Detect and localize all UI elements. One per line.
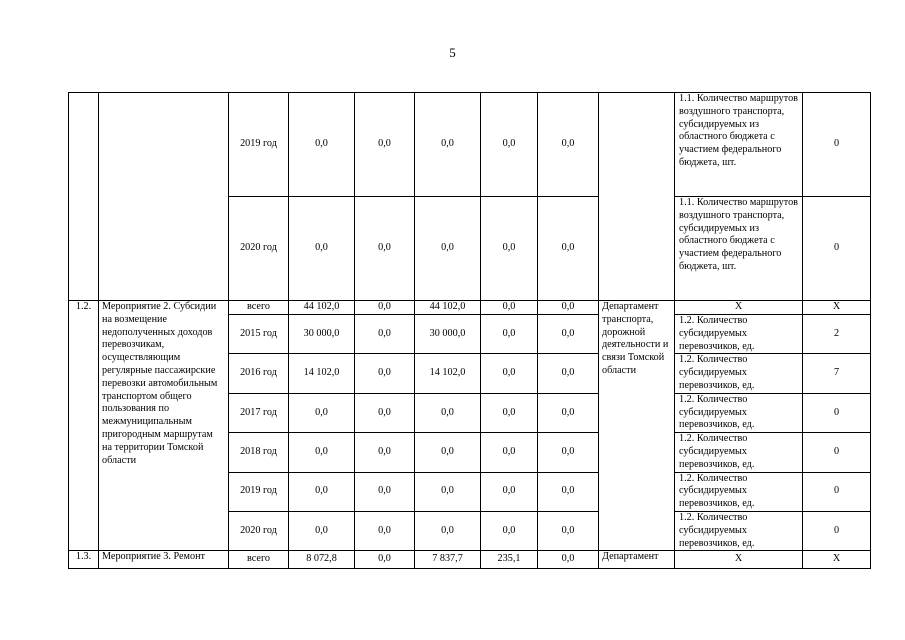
- cell-value: 0,0: [289, 393, 355, 432]
- cell-year: 2020 год: [229, 197, 289, 301]
- cell-year: всего: [229, 551, 289, 569]
- cell-value: 8 072,8: [289, 551, 355, 569]
- cell-year: 2018 год: [229, 433, 289, 472]
- cell-value: 0,0: [538, 301, 599, 315]
- cell-value: 0,0: [415, 472, 481, 511]
- cell-value: 0,0: [481, 433, 538, 472]
- cell-value: 0,0: [355, 511, 415, 550]
- cell-value: 0,0: [289, 197, 355, 301]
- cell-value: 14 102,0: [289, 354, 355, 393]
- cell-indicator: Х: [675, 301, 803, 315]
- cell-value: 0,0: [355, 93, 415, 197]
- cell-indicator: 1.1. Количество маршрутов воздушного транспорта, субсидируемых из областного бюджета с участием федерального бюджета, шт.: [675, 197, 803, 301]
- cell-measure-name: Мероприятие 2. Субсидии на возмещение недополученных доходов перевозчикам, осуществляющим регулярные пассажирские перевозки автомобильным транспортом общего пользования по межмуниципальным пригородным маршрутам на территории Томской области: [99, 301, 229, 551]
- cell-result: 0: [803, 511, 871, 550]
- cell-value: 0,0: [355, 551, 415, 569]
- cell-value: 0,0: [538, 472, 599, 511]
- table-row: [69, 93, 871, 197]
- cell-value: 0,0: [355, 197, 415, 301]
- cell-value: 0,0: [538, 315, 599, 354]
- cell-result: 0: [803, 93, 871, 197]
- cell-value: 0,0: [481, 301, 538, 315]
- cell-measure-name: Мероприятие 3. Ремонт: [99, 551, 229, 569]
- cell-year: 2016 год: [229, 354, 289, 393]
- cell-result: Х: [803, 301, 871, 315]
- cell-value: 0,0: [355, 354, 415, 393]
- cell-year: 2020 год: [229, 511, 289, 550]
- cell-indicator: 1.2. Количество субсидируемых перевозчиков, ед.: [675, 315, 803, 354]
- cell-year: 2017 год: [229, 393, 289, 432]
- cell-value: 0,0: [538, 393, 599, 432]
- cell-number: 1.2.: [69, 301, 99, 551]
- table-row: [69, 301, 871, 315]
- table-row: [69, 551, 871, 569]
- cell-value: 0,0: [538, 197, 599, 301]
- cell-executor-empty: [599, 93, 675, 301]
- cell-result: 0: [803, 393, 871, 432]
- cell-value: 0,0: [481, 472, 538, 511]
- page-number: 5: [449, 45, 456, 60]
- cell-value: 0,0: [538, 511, 599, 550]
- cell-value: 0,0: [355, 315, 415, 354]
- cell-indicator: 1.2. Количество субсидируемых перевозчиков, ед.: [675, 354, 803, 393]
- cell-value: 0,0: [415, 93, 481, 197]
- cell-value: 235,1: [481, 551, 538, 569]
- cell-value: 0,0: [481, 511, 538, 550]
- cell-indicator: 1.2. Количество субсидируемых перевозчиков, ед.: [675, 472, 803, 511]
- cell-value: 0,0: [481, 197, 538, 301]
- cell-value: 0,0: [538, 93, 599, 197]
- cell-value: 0,0: [355, 433, 415, 472]
- cell-value: 0,0: [415, 511, 481, 550]
- cell-year: всего: [229, 301, 289, 315]
- cell-executor: Департамент: [599, 551, 675, 569]
- cell-value: 0,0: [355, 301, 415, 315]
- cell-value: 0,0: [538, 354, 599, 393]
- cell-result: 0: [803, 433, 871, 472]
- cell-indicator: Х: [675, 551, 803, 569]
- cell-year: 2019 год: [229, 93, 289, 197]
- cell-value: 0,0: [289, 93, 355, 197]
- cell-value: 0,0: [289, 472, 355, 511]
- cell-executor: Департамент транспорта, дорожной деятельности и связи Томской области: [599, 301, 675, 551]
- cell-value: 0,0: [481, 93, 538, 197]
- cell-value: 44 102,0: [415, 301, 481, 315]
- cell-value: 0,0: [415, 393, 481, 432]
- cell-indicator: 1.2. Количество субсидируемых перевозчиков, ед.: [675, 433, 803, 472]
- cell-result: Х: [803, 551, 871, 569]
- cell-value: 0,0: [355, 472, 415, 511]
- cell-value: 14 102,0: [415, 354, 481, 393]
- cell-value: 0,0: [355, 393, 415, 432]
- cell-result: 0: [803, 472, 871, 511]
- cell-result: 0: [803, 197, 871, 301]
- cell-number: 1.3.: [69, 551, 99, 569]
- cell-value: 0,0: [415, 197, 481, 301]
- cell-value: 30 000,0: [289, 315, 355, 354]
- program-measures-table: [68, 92, 871, 569]
- cell-value: 0,0: [538, 433, 599, 472]
- cell-year: 2019 год: [229, 472, 289, 511]
- cell-number-empty: [69, 93, 99, 301]
- cell-value: 44 102,0: [289, 301, 355, 315]
- cell-value: 0,0: [481, 315, 538, 354]
- cell-value: 0,0: [481, 393, 538, 432]
- cell-year: 2015 год: [229, 315, 289, 354]
- cell-value: 0,0: [289, 511, 355, 550]
- cell-value: 30 000,0: [415, 315, 481, 354]
- cell-name-empty: [99, 93, 229, 301]
- cell-value: 7 837,7: [415, 551, 481, 569]
- cell-indicator: 1.1. Количество маршрутов воздушного транспорта, субсидируемых из областного бюджета с участием федерального бюджета, шт.: [675, 93, 803, 197]
- cell-value: 0,0: [538, 551, 599, 569]
- cell-value: 0,0: [481, 354, 538, 393]
- cell-result: 7: [803, 354, 871, 393]
- cell-indicator: 1.2. Количество субсидируемых перевозчиков, ед.: [675, 393, 803, 432]
- cell-indicator: 1.2. Количество субсидируемых перевозчиков, ед.: [675, 511, 803, 550]
- cell-value: 0,0: [289, 433, 355, 472]
- cell-value: 0,0: [415, 433, 481, 472]
- cell-result: 2: [803, 315, 871, 354]
